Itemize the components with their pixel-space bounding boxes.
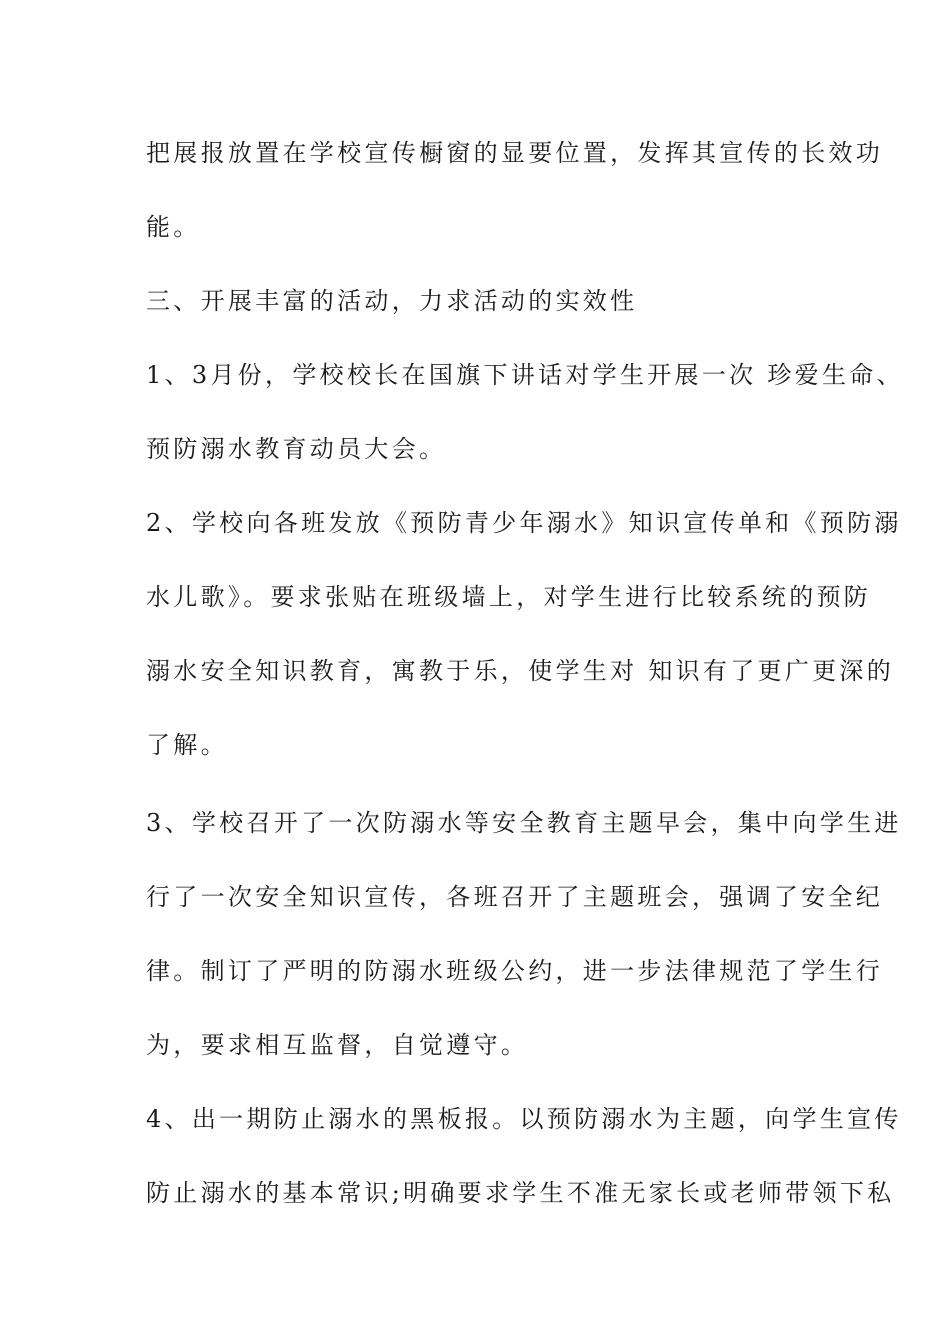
text-line-10: 3、学校召开了一次防溺水等安全教育主题早会，集中向学生进	[146, 809, 902, 837]
text-line-2: 能。	[146, 213, 201, 241]
text-line-4: 1、3月份，学校校长在国旗下讲话对学生开展一次 珍爱生命、	[146, 361, 904, 389]
text-line-15: 防止溺水的基本常识;明确要求学生不准无家长或老师带领下私	[146, 1179, 895, 1207]
text-line-1: 把展报放置在学校宣传橱窗的显要位置，发挥其宣传的长效功	[146, 139, 884, 167]
text-line-9: 了解。	[146, 731, 228, 759]
text-line-8: 溺水安全知识教育，寓教于乐，使学生对 知识有了更广更深的	[146, 657, 895, 685]
text-line-5: 预防溺水教育动员大会。	[146, 435, 447, 463]
text-line-6: 2、学校向各班发放《预防青少年溺水》知识宣传单和《预防溺	[146, 509, 902, 537]
text-line-11: 行了一次安全知识宣传，各班召开了主题班会，强调了安全纪	[146, 883, 884, 911]
text-line-12: 律。制订了严明的防溺水班级公约，进一步法律规范了学生行	[146, 957, 884, 985]
section-heading: 三、开展丰富的活动，力求活动的实效性	[146, 287, 638, 315]
text-line-14: 4、出一期防止溺水的黑板报。以预防溺水为主题，向学生宣传	[146, 1105, 902, 1133]
text-line-13: 为，要求相互监督，自觉遵守。	[146, 1031, 529, 1059]
text-line-7: 水儿歌》。要求张贴在班级墙上，对学生进行比较系统的预防	[146, 583, 872, 611]
